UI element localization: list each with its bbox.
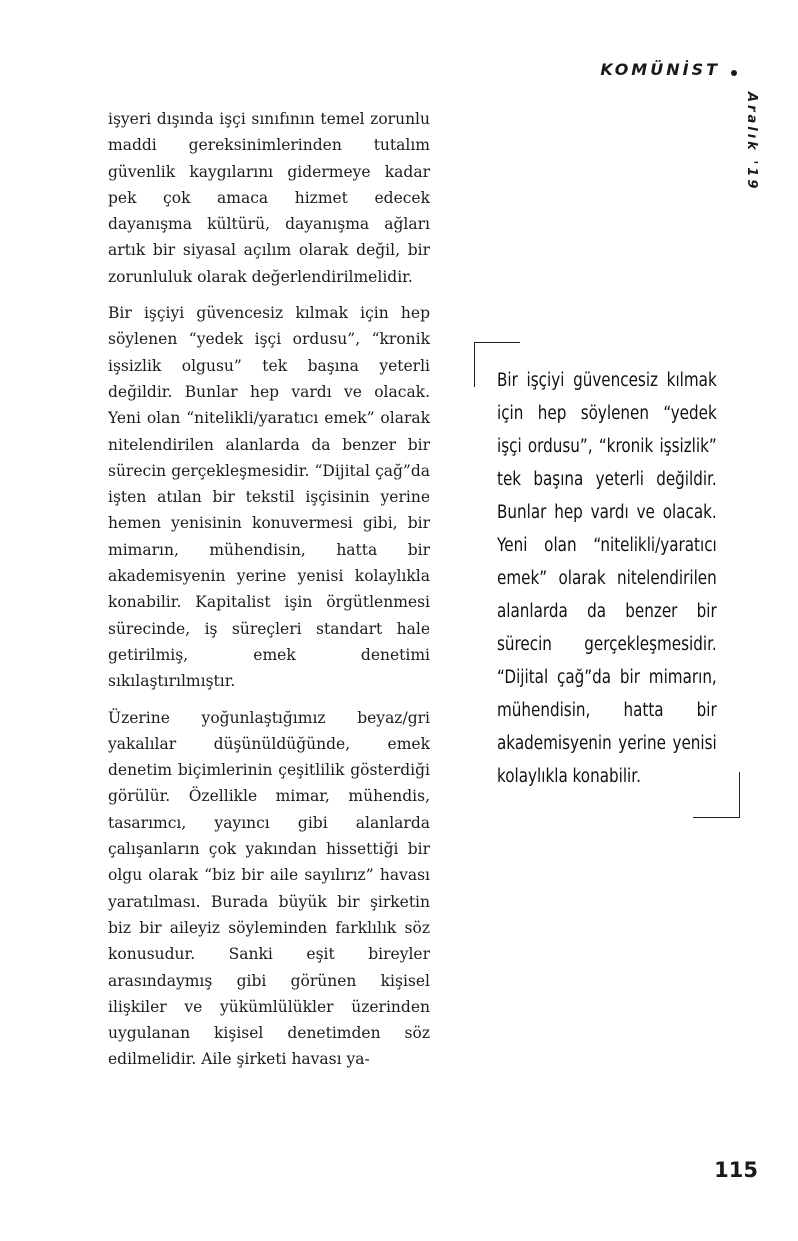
body-paragraph-2: Bir işçiyi güvencesiz kılmak için hep söylenen “yedek işçi ordusu”, “kronik işsizlik olgusu” tek başına yeterli değildir. Bunlar hep vardı ve olacak. Yeni olan “nitelikli/yaratıcı emek” olarak nitelendirilen alanlarda da benzer bir sürecin gerçekleşmesidir. “Dijital çağ”da işten atılan bir tekstil işçisinin yerine hemen yenisinin konuvermesi gibi, bir mimarın, mühendisin, hatta bir akademisyenin yerine yenisi kolaylıkla konabilir. Kapitalist işin örgütlenmesi sürecinde, iş süreçleri standart hale getirilmiş, emek denetimi sıkılaştırılmıştır. [108, 304, 430, 691]
page-number: 115 [714, 1158, 758, 1182]
running-header-date: Aralık '19 [744, 92, 759, 192]
body-text-column [108, 106, 430, 1083]
pullquote-bracket-bottom-vertical [739, 772, 740, 818]
pullquote-bracket-bottom-horizontal [693, 817, 740, 818]
body-paragraph-1: işyeri dışında işçi sınıfının temel zorunlu maddi gereksinimlerinden tutalım güvenlik kaygılarını gidermeye kadar pek çok amaca hizmet edecek dayanışma kültürü, dayanışma ağları artık bir siyasal açılım olarak değil, bir zorunluluk olarak değerlendirilmelidir. [108, 110, 430, 286]
header-bullet-dot [731, 70, 737, 76]
pullquote-bracket-top-horizontal [474, 342, 520, 343]
pullquote-text: Bir işçiyi güvencesiz kılmak için hep söylenen “yedek işçi ordusu”, “kronik işsizlik” tek başına yeterli değildir. Bunlar hep vardı ve olacak. Yeni olan “nitelikli/yaratıcı emek” olarak nitelendirilen alanlarda da benzer bir sürecin gerçekleşmesidir. “Dijital çağ”da bir mimarın, mühendisin, hatta bir akademisyenin yerine yenisi kolaylıkla konabilir. [497, 370, 717, 787]
body-paragraph-3: Üzerine yoğunlaştığımız beyaz/gri yakalılar düşünüldüğünde, emek denetim biçimlerinin çeşitlilik gösterdiği görülür. Özellikle mimar, mühendis, tasarımcı, yayıncı gibi alanlarda çalışanların çok yakından hissettiği bir olgu olarak “biz bir aile sayılırız” havası yaratılması. Burada büyük bir şirketin biz bir aileyiz söyleminden farklılık söz konusudur. Sanki eşit bireyler arasındaymış gibi görünen kişisel ilişkiler ve yükümlülükler üzerinden uygulanan kişisel denetimden söz edilmelidir. Aile şirketi havası ya- [108, 708, 430, 1069]
pullquote-bracket-top-vertical [474, 342, 475, 387]
running-header-brand: KOMÜNİST [600, 60, 720, 79]
